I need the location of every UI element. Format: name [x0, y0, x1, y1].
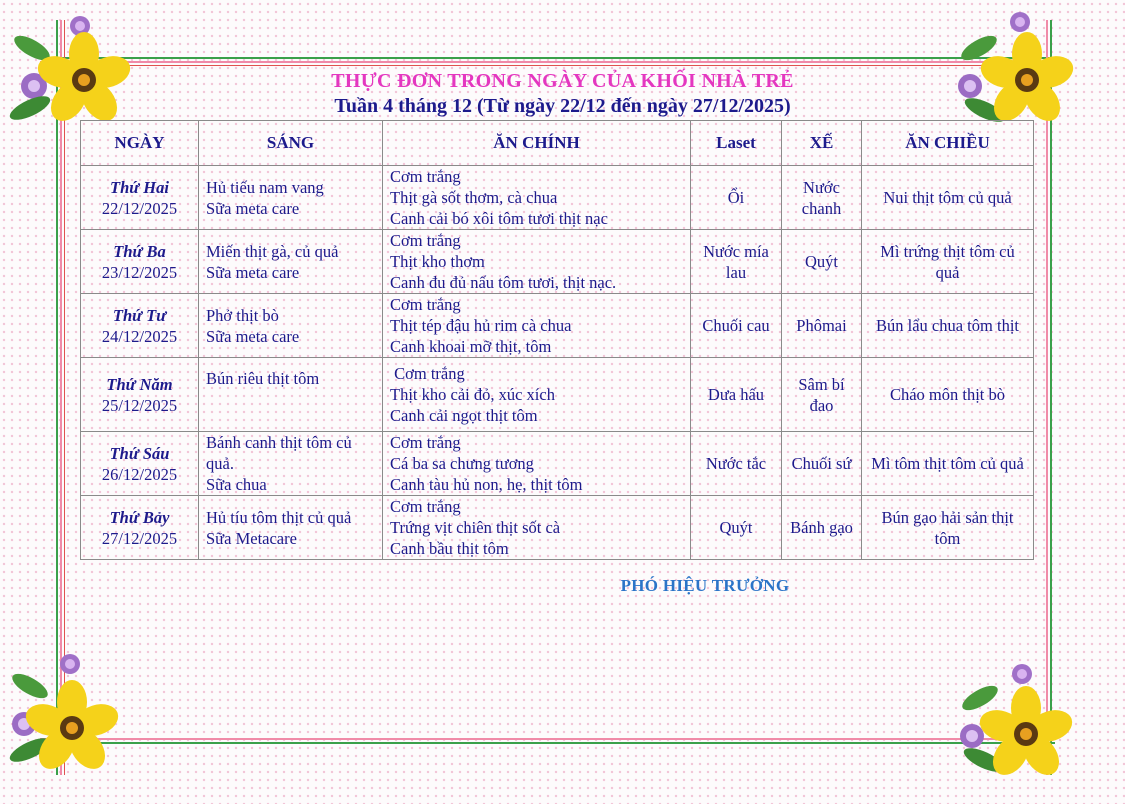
afternoon-cell: Mì trứng thịt tôm củ quả [862, 230, 1034, 294]
main-meal-item: Thịt kho cải đỏ, xúc xích [390, 385, 555, 404]
morning-item: Sữa Metacare [206, 528, 297, 548]
main-meal-item: Cơm trắng [390, 433, 461, 452]
morning-item: Miến thịt gà, củ quả [206, 241, 339, 261]
morning-cell [199, 166, 383, 230]
day-date: 24/12/2025 [101, 326, 178, 346]
table-row [81, 294, 1034, 358]
morning-item: Sữa meta care [206, 326, 300, 346]
main-meal-cell [383, 230, 691, 294]
main-meal-item: Trứng vịt chiên thịt sốt cà [390, 518, 561, 537]
main-meal-item: Canh cải bó xôi tôm tươi thịt nạc [390, 209, 608, 228]
header-snack: XẾ [782, 121, 862, 166]
day-cell [81, 496, 199, 560]
day-date: 23/12/2025 [101, 262, 178, 282]
main-meal-item: Thịt tép đậu hủ rim cà chua [390, 316, 572, 335]
morning-cell [199, 294, 383, 358]
day-date: 22/12/2025 [101, 198, 178, 218]
main-meal-item: Thịt kho thơm [390, 252, 485, 271]
main-meal-item: Cơm trắng [390, 167, 461, 186]
morning-item: Hủ tiếu nam vang [206, 177, 324, 197]
main-meal-item: Cá ba sa chưng tương [390, 454, 534, 473]
main-meal-item: Cơm trắng [390, 295, 461, 314]
frame-top-pink [40, 61, 1055, 63]
table-row [81, 358, 1034, 432]
snack-cell: Sâm bí đao [782, 358, 862, 432]
afternoon-cell: Nui thịt tôm củ quả [862, 166, 1034, 230]
main-meal-item: Cơm trắng [390, 364, 465, 383]
frame-top-red [40, 65, 1055, 66]
main-meal-item: Thịt gà sốt thơm, cà chua [390, 188, 558, 207]
afternoon-cell: Mì tôm thịt tôm củ quả [862, 432, 1034, 496]
day-date: 27/12/2025 [101, 528, 178, 548]
signature-title: PHÓ HIỆU TRƯỞNG [620, 576, 790, 595]
laset-cell: Chuối cau [691, 294, 782, 358]
day-name: Thứ Ba [113, 241, 166, 261]
laset-cell: Quýt [691, 496, 782, 560]
snack-cell: Nước chanh [782, 166, 862, 230]
main-meal-cell [383, 496, 691, 560]
morning-cell [199, 496, 383, 560]
morning-item: Sữa chua [206, 475, 267, 494]
table-row [81, 432, 1034, 496]
day-cell [81, 230, 199, 294]
laset-cell: Ổi [691, 166, 782, 230]
main-meal-item: Canh bầu thịt tôm [390, 539, 509, 558]
main-meal-cell [383, 432, 691, 496]
morning-cell [199, 358, 383, 432]
menu-table [80, 120, 1034, 560]
main-meal-item: Cơm trắng [390, 497, 461, 516]
day-cell [81, 294, 199, 358]
main-meal-item: Canh khoai mỡ thịt, tôm [390, 337, 552, 356]
morning-item: Bánh canh thịt tôm củ quả. [206, 433, 352, 473]
day-name: Thứ Năm [106, 374, 173, 394]
header-afternoon: ĂN CHIỀU [862, 121, 1034, 166]
table-row [81, 166, 1034, 230]
table-header-row [81, 121, 1034, 166]
header-day: NGÀY [81, 121, 199, 166]
main-meal-item: Canh cải ngọt thịt tôm [390, 406, 538, 425]
main-meal-item: Canh đu đủ nấu tôm tươi, thịt nạc. [390, 273, 617, 292]
frame-bottom-green [40, 742, 1055, 744]
flower-corner-bottom-right [950, 660, 1080, 780]
header-main-meal: ĂN CHÍNH [383, 121, 691, 166]
table-row [81, 230, 1034, 294]
morning-cell [199, 230, 383, 294]
laset-cell: Nước tắc [691, 432, 782, 496]
frame-top-green [40, 57, 1055, 59]
snack-cell: Phômai [782, 294, 862, 358]
afternoon-cell: Cháo môn thịt bò [862, 358, 1034, 432]
morning-item: Bún riêu thịt tôm [206, 369, 320, 388]
day-cell [81, 432, 199, 496]
morning-item: Phở thịt bò [206, 305, 279, 325]
header-morning: SÁNG [199, 121, 383, 166]
morning-cell [199, 432, 383, 496]
day-cell [81, 166, 199, 230]
main-meal-cell [383, 294, 691, 358]
day-date: 26/12/2025 [101, 464, 178, 484]
menu-subtitle: Tuần 4 tháng 12 (Từ ngày 22/12 đến ngày 27/12/2025) [334, 95, 791, 117]
main-meal-cell [383, 358, 691, 432]
morning-item: Sữa meta care [206, 198, 300, 218]
day-name: Thứ Bảy [109, 507, 170, 527]
snack-cell: Bánh gạo [782, 496, 862, 560]
header-laset: Laset [691, 121, 782, 166]
morning-item: Hủ tíu tôm thịt củ quả [206, 507, 352, 527]
snack-cell: Quýt [782, 230, 862, 294]
main-meal-item: Canh tàu hủ non, hẹ, thịt tôm [390, 475, 583, 494]
frame-bottom-pink [40, 738, 1055, 740]
flower-corner-bottom-left [0, 652, 130, 772]
day-name: Thứ Hai [110, 177, 169, 197]
day-name: Thứ Sáu [109, 443, 170, 463]
afternoon-cell: Bún gạo hải sản thịt tôm [862, 496, 1034, 560]
snack-cell: Chuối sứ [782, 432, 862, 496]
day-cell [81, 358, 199, 432]
laset-cell: Nước mía lau [691, 230, 782, 294]
day-date: 25/12/2025 [101, 395, 178, 415]
main-meal-item: Cơm trắng [390, 231, 461, 250]
day-name: Thứ Tư [112, 305, 167, 325]
table-row [81, 496, 1034, 560]
main-meal-cell [383, 166, 691, 230]
morning-item: Sữa meta care [206, 262, 300, 282]
laset-cell: Dưa hấu [691, 358, 782, 432]
menu-title: THỰC ĐƠN TRONG NGÀY CỦA KHỐI NHÀ TRẺ [331, 70, 794, 92]
afternoon-cell: Bún lẩu chua tôm thịt [862, 294, 1034, 358]
